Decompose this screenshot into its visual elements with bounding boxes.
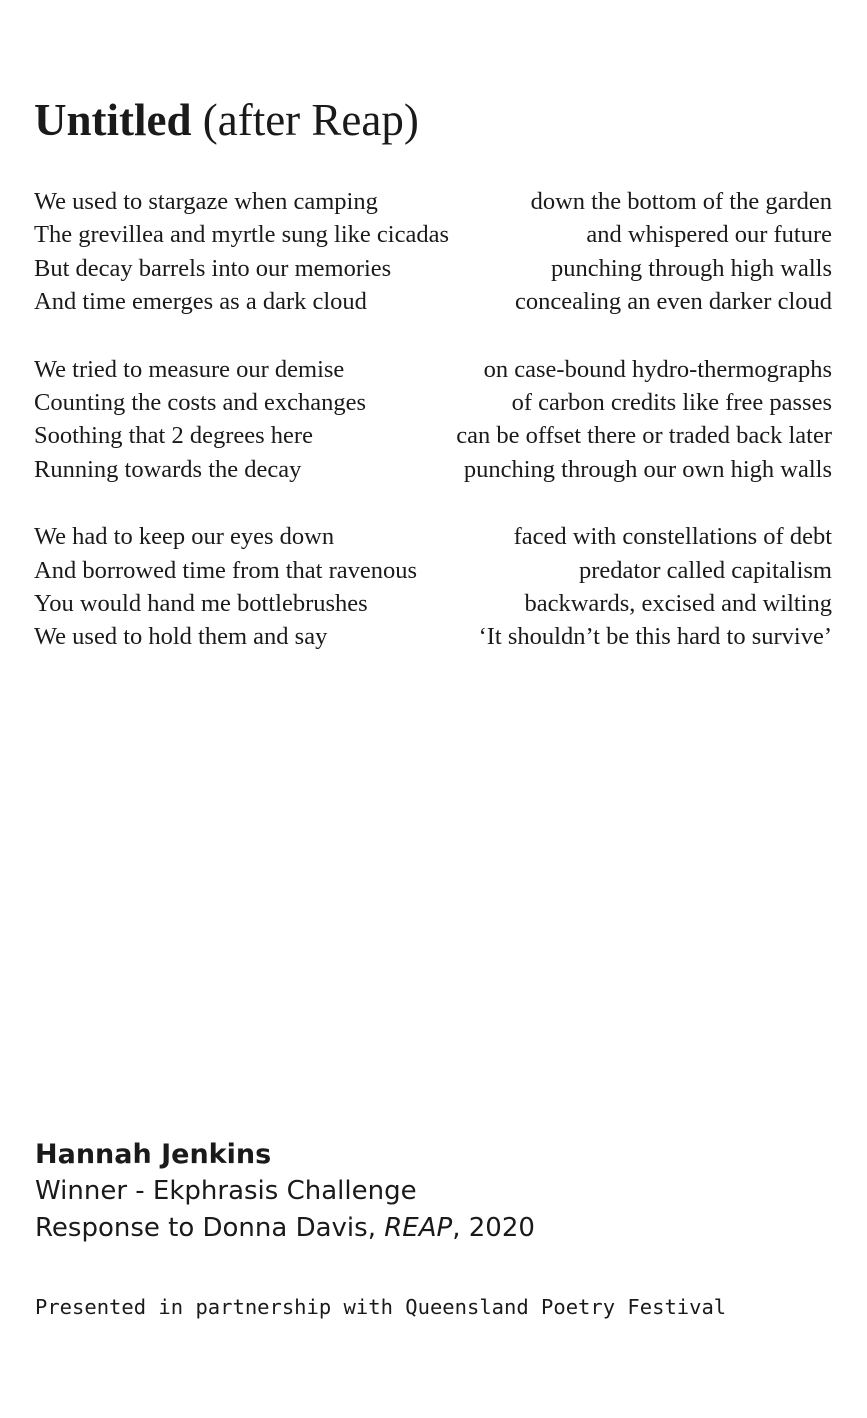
line-left: The grevillea and myrtle sung like cicadas <box>34 221 449 249</box>
line-left: We had to keep our eyes down <box>34 523 335 551</box>
poem-title <box>34 92 419 148</box>
line-right: on case-bound hydro-thermographs <box>483 355 832 383</box>
author-name: Hannah Jenkins <box>35 1139 272 1170</box>
line-right: concealing an even darker cloud <box>515 288 832 316</box>
line-right: ‘It shouldn’t be this hard to survive’ <box>478 623 832 651</box>
response-line <box>35 1210 535 1247</box>
line-left: Soothing that 2 degrees here <box>34 422 313 450</box>
line-left: We used to hold them and say <box>34 623 328 651</box>
poem-line <box>34 587 832 620</box>
artwork-title: REAP <box>384 1213 453 1243</box>
poem-line <box>34 252 832 285</box>
poem-line <box>34 620 832 653</box>
poem-line <box>34 285 832 318</box>
line-left: Running towards the decay <box>34 455 302 483</box>
response-suffix: , 2020 <box>452 1213 535 1243</box>
award-line: Winner - Ekphrasis Challenge <box>35 1176 417 1206</box>
line-right: can be offset there or traded back later <box>456 422 832 450</box>
poem-line <box>34 419 832 452</box>
stanza <box>34 185 832 319</box>
poem-title-sub: (after Reap) <box>202 95 419 145</box>
line-right: down the bottom of the garden <box>530 188 832 215</box>
line-left: We used to stargaze when camping <box>34 188 378 215</box>
line-right: punching through our own high walls <box>463 455 832 483</box>
poem-body <box>34 185 832 688</box>
poem-line <box>34 520 832 553</box>
line-left: And time emerges as a dark cloud <box>34 288 367 316</box>
poem-line <box>34 185 832 218</box>
stanza <box>34 520 832 654</box>
line-left: Counting the costs and exchanges <box>34 388 367 416</box>
line-right: punching through high walls <box>550 254 832 282</box>
poem-line <box>34 453 832 486</box>
line-right: backwards, excised and wilting <box>524 589 832 617</box>
line-right: predator called capitalism <box>578 556 832 584</box>
line-left: And borrowed time from that ravenous <box>34 556 418 584</box>
poem-line <box>34 554 832 587</box>
stanza <box>34 353 832 487</box>
poem-line <box>34 386 832 419</box>
line-left: But decay barrels into our memories <box>34 254 392 282</box>
poem-title-main: Untitled <box>34 95 192 145</box>
line-left: We tried to measure our demise <box>34 355 345 383</box>
poem-line <box>34 218 832 251</box>
line-right: faced with constellations of debt <box>513 523 832 551</box>
poem-line <box>34 353 832 386</box>
line-right: and whispered our future <box>586 221 832 249</box>
partnership-note: Presented in partnership with Queensland Poetry Festival <box>35 1295 727 1319</box>
response-prefix: Response to Donna Davis, <box>35 1213 385 1243</box>
line-right: of carbon credits like free passes <box>511 388 832 416</box>
line-left: You would hand me bottlebrushes <box>34 589 368 617</box>
credits <box>35 1136 535 1247</box>
